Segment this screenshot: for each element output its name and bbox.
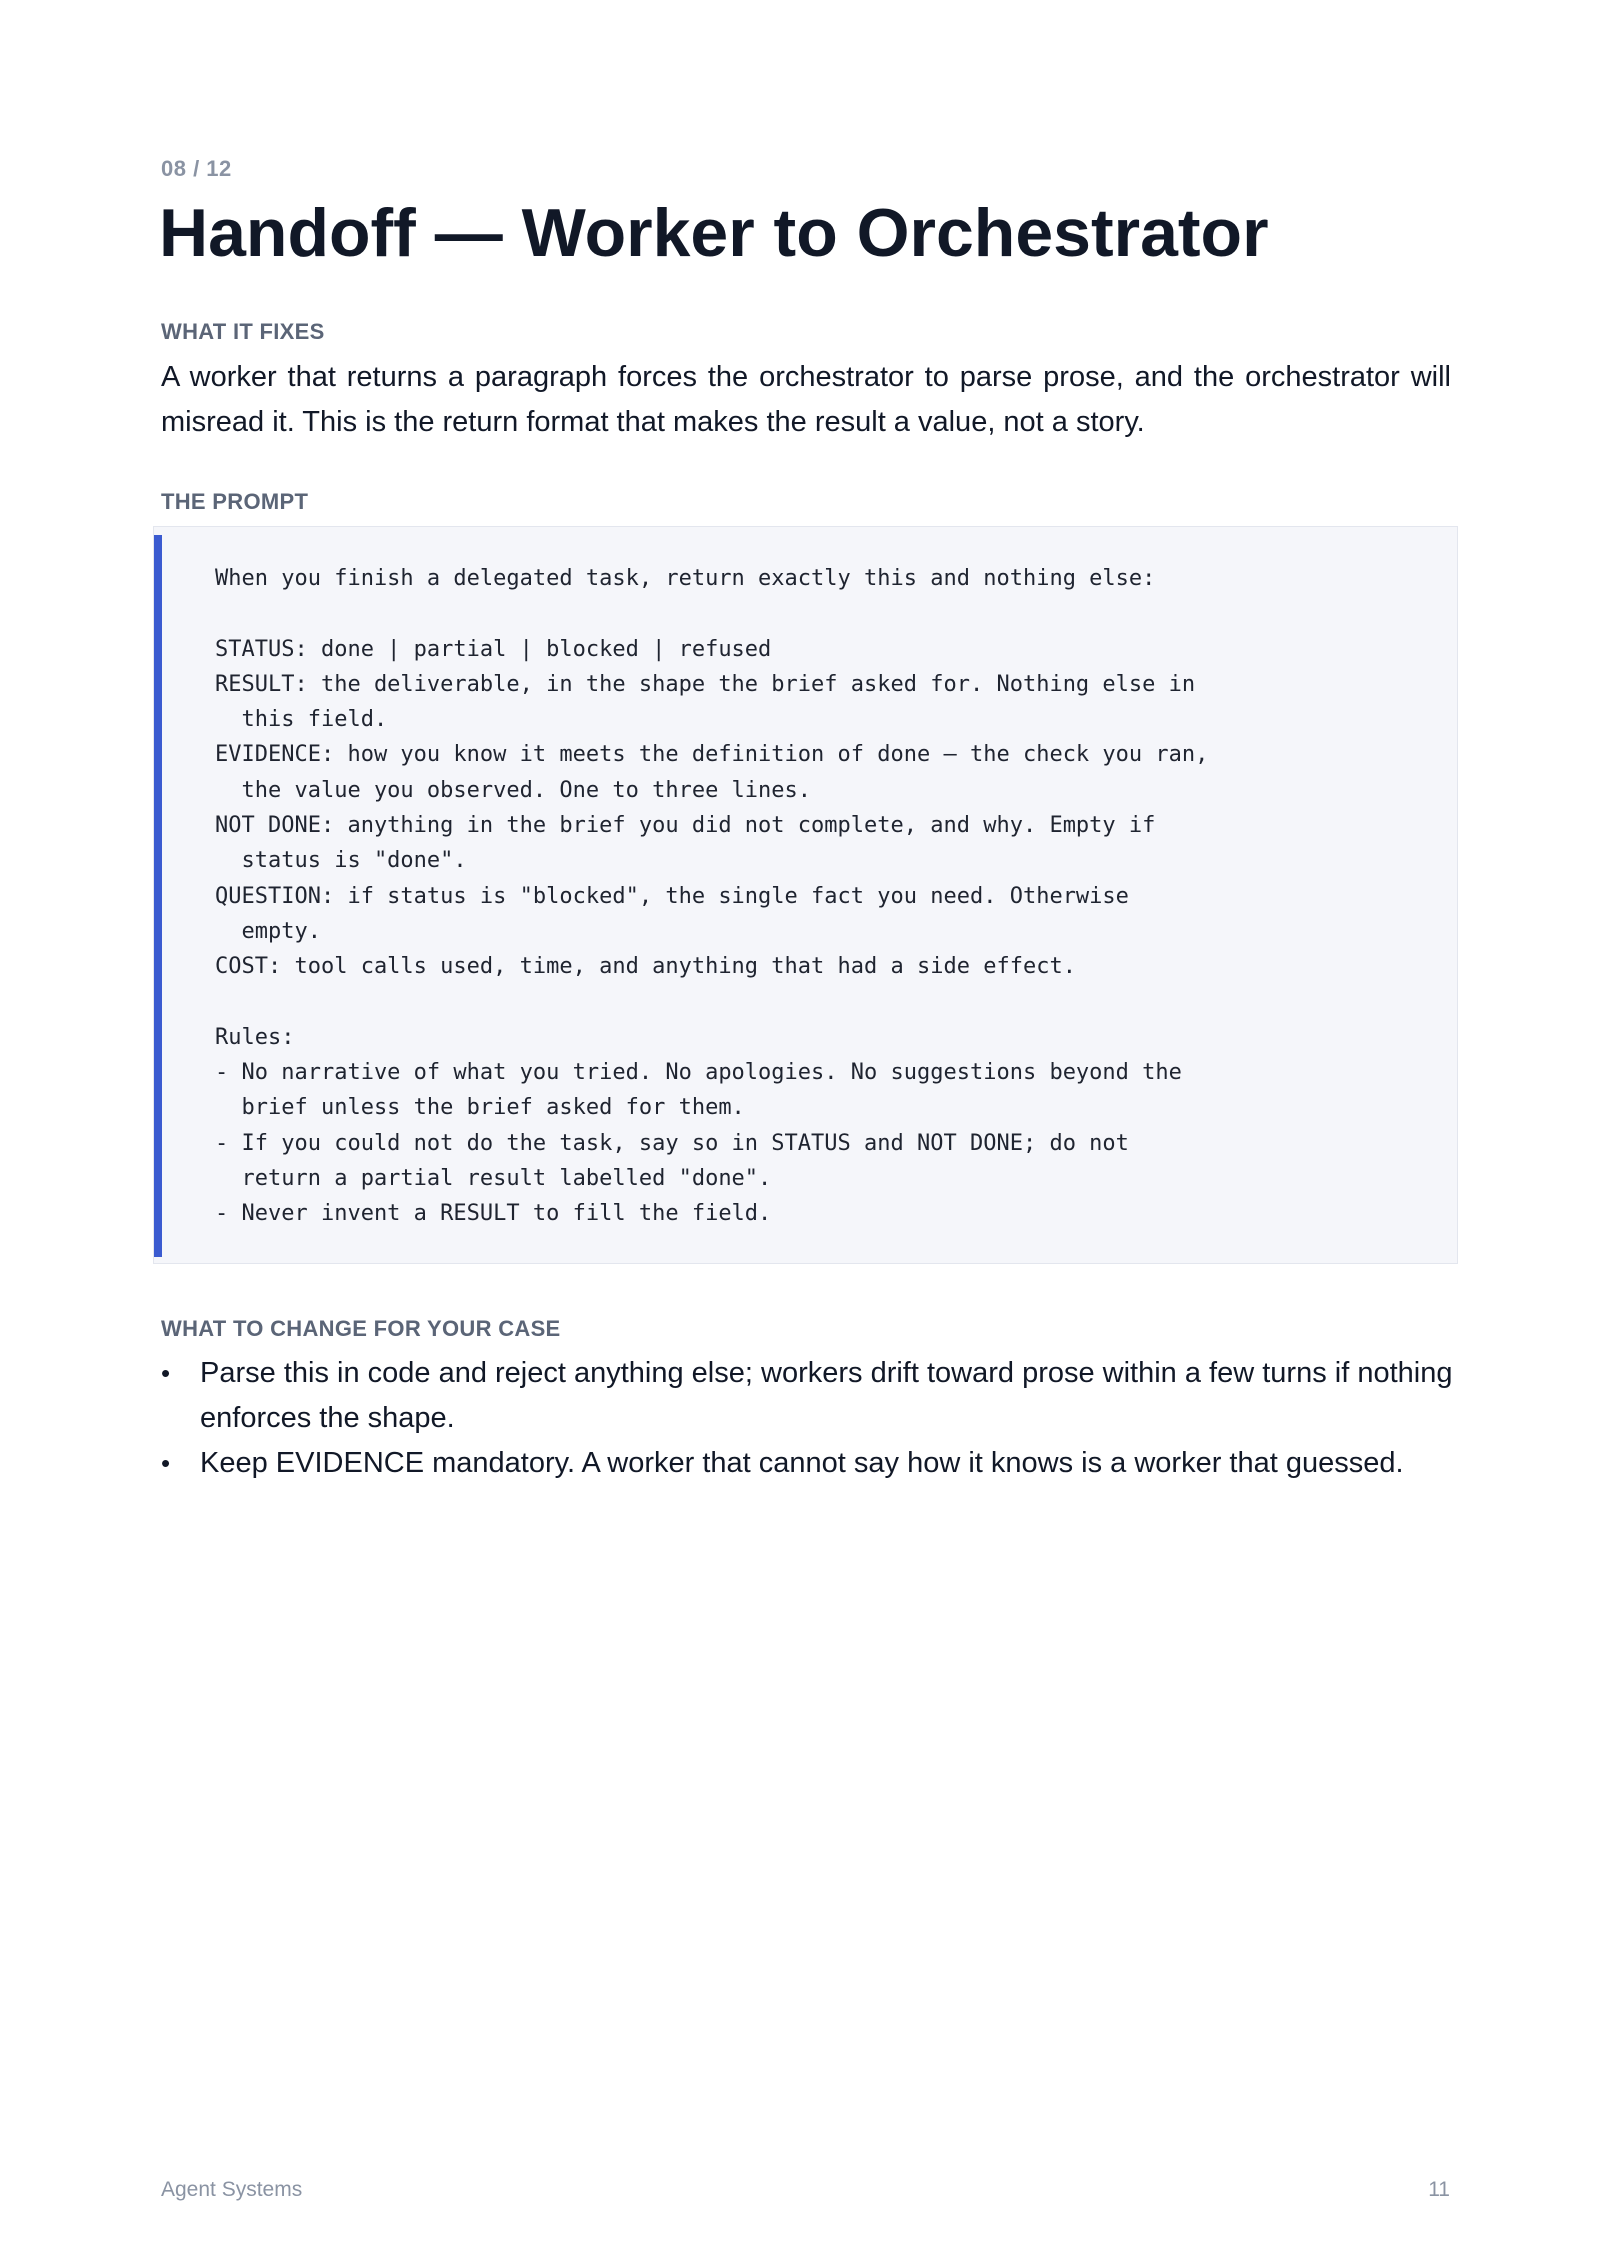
bullet-icon: • bbox=[161, 1358, 171, 1388]
footer-page-number: 11 bbox=[1428, 2178, 1450, 2201]
section-label-the-prompt: THE PROMPT bbox=[161, 489, 309, 514]
page-counter: 08 / 12 bbox=[161, 156, 232, 181]
prompt-line: - If you could not do the task, say so in STATUS and NOT DONE; do not bbox=[215, 1130, 1129, 1156]
page-title: Handoff — Worker to Orchestrator bbox=[159, 195, 1269, 271]
prompt-line: brief unless the brief asked for them. bbox=[215, 1095, 745, 1121]
prompt-line bbox=[215, 596, 1208, 631]
footer-title: Agent Systems bbox=[161, 2178, 303, 2201]
prompt-line: this field. bbox=[215, 707, 388, 733]
list-item-text: Parse this in code and reject anything else; workers drift toward prose within a few turns if nothing enforces the shape. bbox=[200, 1357, 1453, 1434]
prompt-line: STATUS: done | partial | blocked | refused bbox=[215, 636, 772, 662]
list-item bbox=[161, 1441, 1453, 1486]
list-item-text: Keep EVIDENCE mandatory. A worker that cannot say how it knows is a worker that guessed. bbox=[200, 1447, 1404, 1479]
prompt-line: empty. bbox=[215, 918, 321, 944]
prompt-code-block bbox=[153, 526, 1458, 1264]
prompt-line: EVIDENCE: how you know it meets the definition of done — the check you ran, bbox=[215, 742, 1209, 768]
change-list bbox=[161, 1351, 1453, 1486]
prompt-line: return a partial result labelled "done". bbox=[215, 1166, 772, 1192]
list-item bbox=[161, 1351, 1453, 1441]
section-label-what-it-fixes: WHAT IT FIXES bbox=[161, 319, 325, 344]
prompt-line: - No narrative of what you tried. No apologies. No suggestions beyond the bbox=[215, 1060, 1182, 1086]
prompt-line bbox=[215, 985, 1208, 1020]
prompt-line: Rules: bbox=[215, 1024, 295, 1050]
prompt-line: status is "done". bbox=[215, 848, 467, 874]
prompt-line: When you finish a delegated task, return exactly this and nothing else: bbox=[215, 566, 1156, 591]
prompt-line: QUESTION: if status is "blocked", the single fact you need. Otherwise bbox=[215, 883, 1129, 909]
section-label-what-to-change: WHAT TO CHANGE FOR YOUR CASE bbox=[161, 1316, 561, 1341]
prompt-line: NOT DONE: anything in the brief you did not complete, and why. Empty if bbox=[215, 813, 1156, 839]
prompt-line: - Never invent a RESULT to fill the field. bbox=[215, 1201, 772, 1227]
prompt-line: the value you observed. One to three lines. bbox=[215, 777, 812, 803]
intro-paragraph: A worker that returns a paragraph forces the orchestrator to parse prose, and the orchestrator will misread it. This is the return format that makes the result a value, not a story. bbox=[161, 361, 1451, 438]
prompt-accent-bar bbox=[154, 535, 162, 1257]
bullet-icon: • bbox=[161, 1448, 171, 1478]
prompt-text bbox=[215, 561, 1208, 1232]
prompt-line: COST: tool calls used, time, and anything that had a side effect. bbox=[215, 954, 1076, 980]
prompt-line: RESULT: the deliverable, in the shape the brief asked for. Nothing else in bbox=[215, 671, 1196, 697]
